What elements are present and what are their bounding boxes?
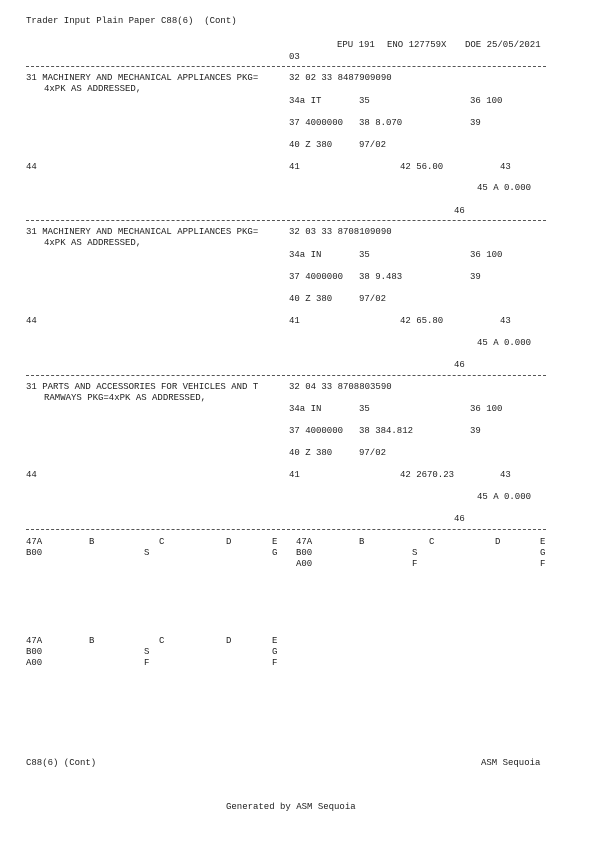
box-40: 40 Z 380 — [289, 140, 333, 150]
box-47-f-end: F — [272, 658, 278, 668]
box-47-f-end: F — [540, 559, 546, 569]
box-47c-label: C — [159, 537, 165, 547]
box-34a: 34a IT — [289, 96, 322, 106]
box-47e-label: E — [272, 537, 278, 547]
box-41: 41 — [289, 316, 300, 326]
box-47d-label: D — [226, 537, 232, 547]
box-47b-label: B — [89, 537, 95, 547]
box-47-s: S — [412, 548, 418, 558]
box-47-g: G — [272, 647, 278, 657]
box-47-b00: B00 — [26, 647, 43, 657]
box-35: 35 — [359, 404, 370, 414]
box-47-a00: A00 — [26, 658, 43, 668]
box-35: 35 — [359, 250, 370, 260]
box-47-a00: A00 — [296, 559, 313, 569]
box-38: 38 384.812 — [359, 426, 414, 436]
box-47-s: S — [144, 548, 150, 558]
box-47a-label: 47A — [26, 636, 43, 646]
box-40: 40 Z 380 — [289, 448, 333, 458]
item-description-line2: 4xPK AS ADDRESSED, — [44, 238, 142, 248]
box-36: 36 100 — [470, 250, 503, 260]
item-description-line1: 31 MACHINERY AND MECHANICAL APPLIANCES PKG= — [26, 227, 259, 237]
box-34a: 34a IN — [289, 250, 322, 260]
box-43: 43 — [500, 470, 511, 480]
box-47d-label: D — [495, 537, 501, 547]
box-36: 36 100 — [470, 404, 503, 414]
footer-vendor: ASM Sequoia — [481, 758, 541, 768]
box-40-ref: 97/02 — [359, 448, 387, 458]
box-47e-label: E — [540, 537, 546, 547]
box-37: 37 4000000 — [289, 272, 344, 282]
box-47-s: S — [144, 647, 150, 657]
box-44: 44 — [26, 470, 37, 480]
box-37: 37 4000000 — [289, 118, 344, 128]
box-45: 45 A 0.000 — [477, 338, 532, 348]
box-40: 40 Z 380 — [289, 294, 333, 304]
section-divider — [26, 220, 546, 221]
box-47a-label: 47A — [296, 537, 313, 547]
page-title: Trader Input Plain Paper C88(6) (Cont) — [26, 16, 237, 26]
header-code: 03 — [289, 52, 300, 62]
box-36: 36 100 — [470, 96, 503, 106]
box-47c-label: C — [159, 636, 165, 646]
box-46: 46 — [454, 360, 465, 370]
box-47-g: G — [272, 548, 278, 558]
box-47d-label: D — [226, 636, 232, 646]
box-34a: 34a IN — [289, 404, 322, 414]
box-37: 37 4000000 — [289, 426, 344, 436]
box-40-ref: 97/02 — [359, 294, 387, 304]
box-39: 39 — [470, 118, 481, 128]
box-45: 45 A 0.000 — [477, 183, 532, 193]
item-description-line2: RAMWAYS PKG=4xPK AS ADDRESSED, — [44, 393, 207, 403]
box-35: 35 — [359, 96, 370, 106]
box-47b-label: B — [89, 636, 95, 646]
box-39: 39 — [470, 272, 481, 282]
box-47-g: G — [540, 548, 546, 558]
box-47b-label: B — [359, 537, 365, 547]
item-description-line2: 4xPK AS ADDRESSED, — [44, 84, 142, 94]
box-32: 32 03 33 8708109090 — [289, 227, 392, 237]
epu-number: EPU 191 — [337, 40, 375, 50]
box-38: 38 8.070 — [359, 118, 403, 128]
item-description-line1: 31 MACHINERY AND MECHANICAL APPLIANCES PKG= — [26, 73, 259, 83]
box-45: 45 A 0.000 — [477, 492, 532, 502]
box-39: 39 — [470, 426, 481, 436]
box-42: 42 65.80 — [400, 316, 444, 326]
box-40-ref: 97/02 — [359, 140, 387, 150]
box-42: 42 56.00 — [400, 162, 444, 172]
box-41: 41 — [289, 470, 300, 480]
box-32: 32 04 33 8708803590 — [289, 382, 392, 392]
box-47-f: F — [412, 559, 418, 569]
box-43: 43 — [500, 316, 511, 326]
box-46: 46 — [454, 206, 465, 216]
box-38: 38 9.483 — [359, 272, 403, 282]
box-46: 46 — [454, 514, 465, 524]
box-47-b00: B00 — [26, 548, 43, 558]
doe-date: DOE 25/05/2021 — [465, 40, 541, 50]
box-32: 32 02 33 8487909090 — [289, 73, 392, 83]
box-42: 42 2670.23 — [400, 470, 455, 480]
item-description-line1: 31 PARTS AND ACCESSORIES FOR VEHICLES AND T — [26, 382, 259, 392]
footer-form-id: C88(6) (Cont) — [26, 758, 97, 768]
box-41: 41 — [289, 162, 300, 172]
box-47a-label: 47A — [26, 537, 43, 547]
eno-number: ENO 127759X — [387, 40, 447, 50]
box-43: 43 — [500, 162, 511, 172]
box-47e-label: E — [272, 636, 278, 646]
box-47-b00: B00 — [296, 548, 313, 558]
generated-by-note: Generated by ASM Sequoia — [226, 802, 356, 812]
section-divider — [26, 529, 546, 530]
box-44: 44 — [26, 316, 37, 326]
section-divider — [26, 375, 546, 376]
box-47-f: F — [144, 658, 150, 668]
section-divider — [26, 66, 546, 67]
box-47c-label: C — [429, 537, 435, 547]
box-44: 44 — [26, 162, 37, 172]
